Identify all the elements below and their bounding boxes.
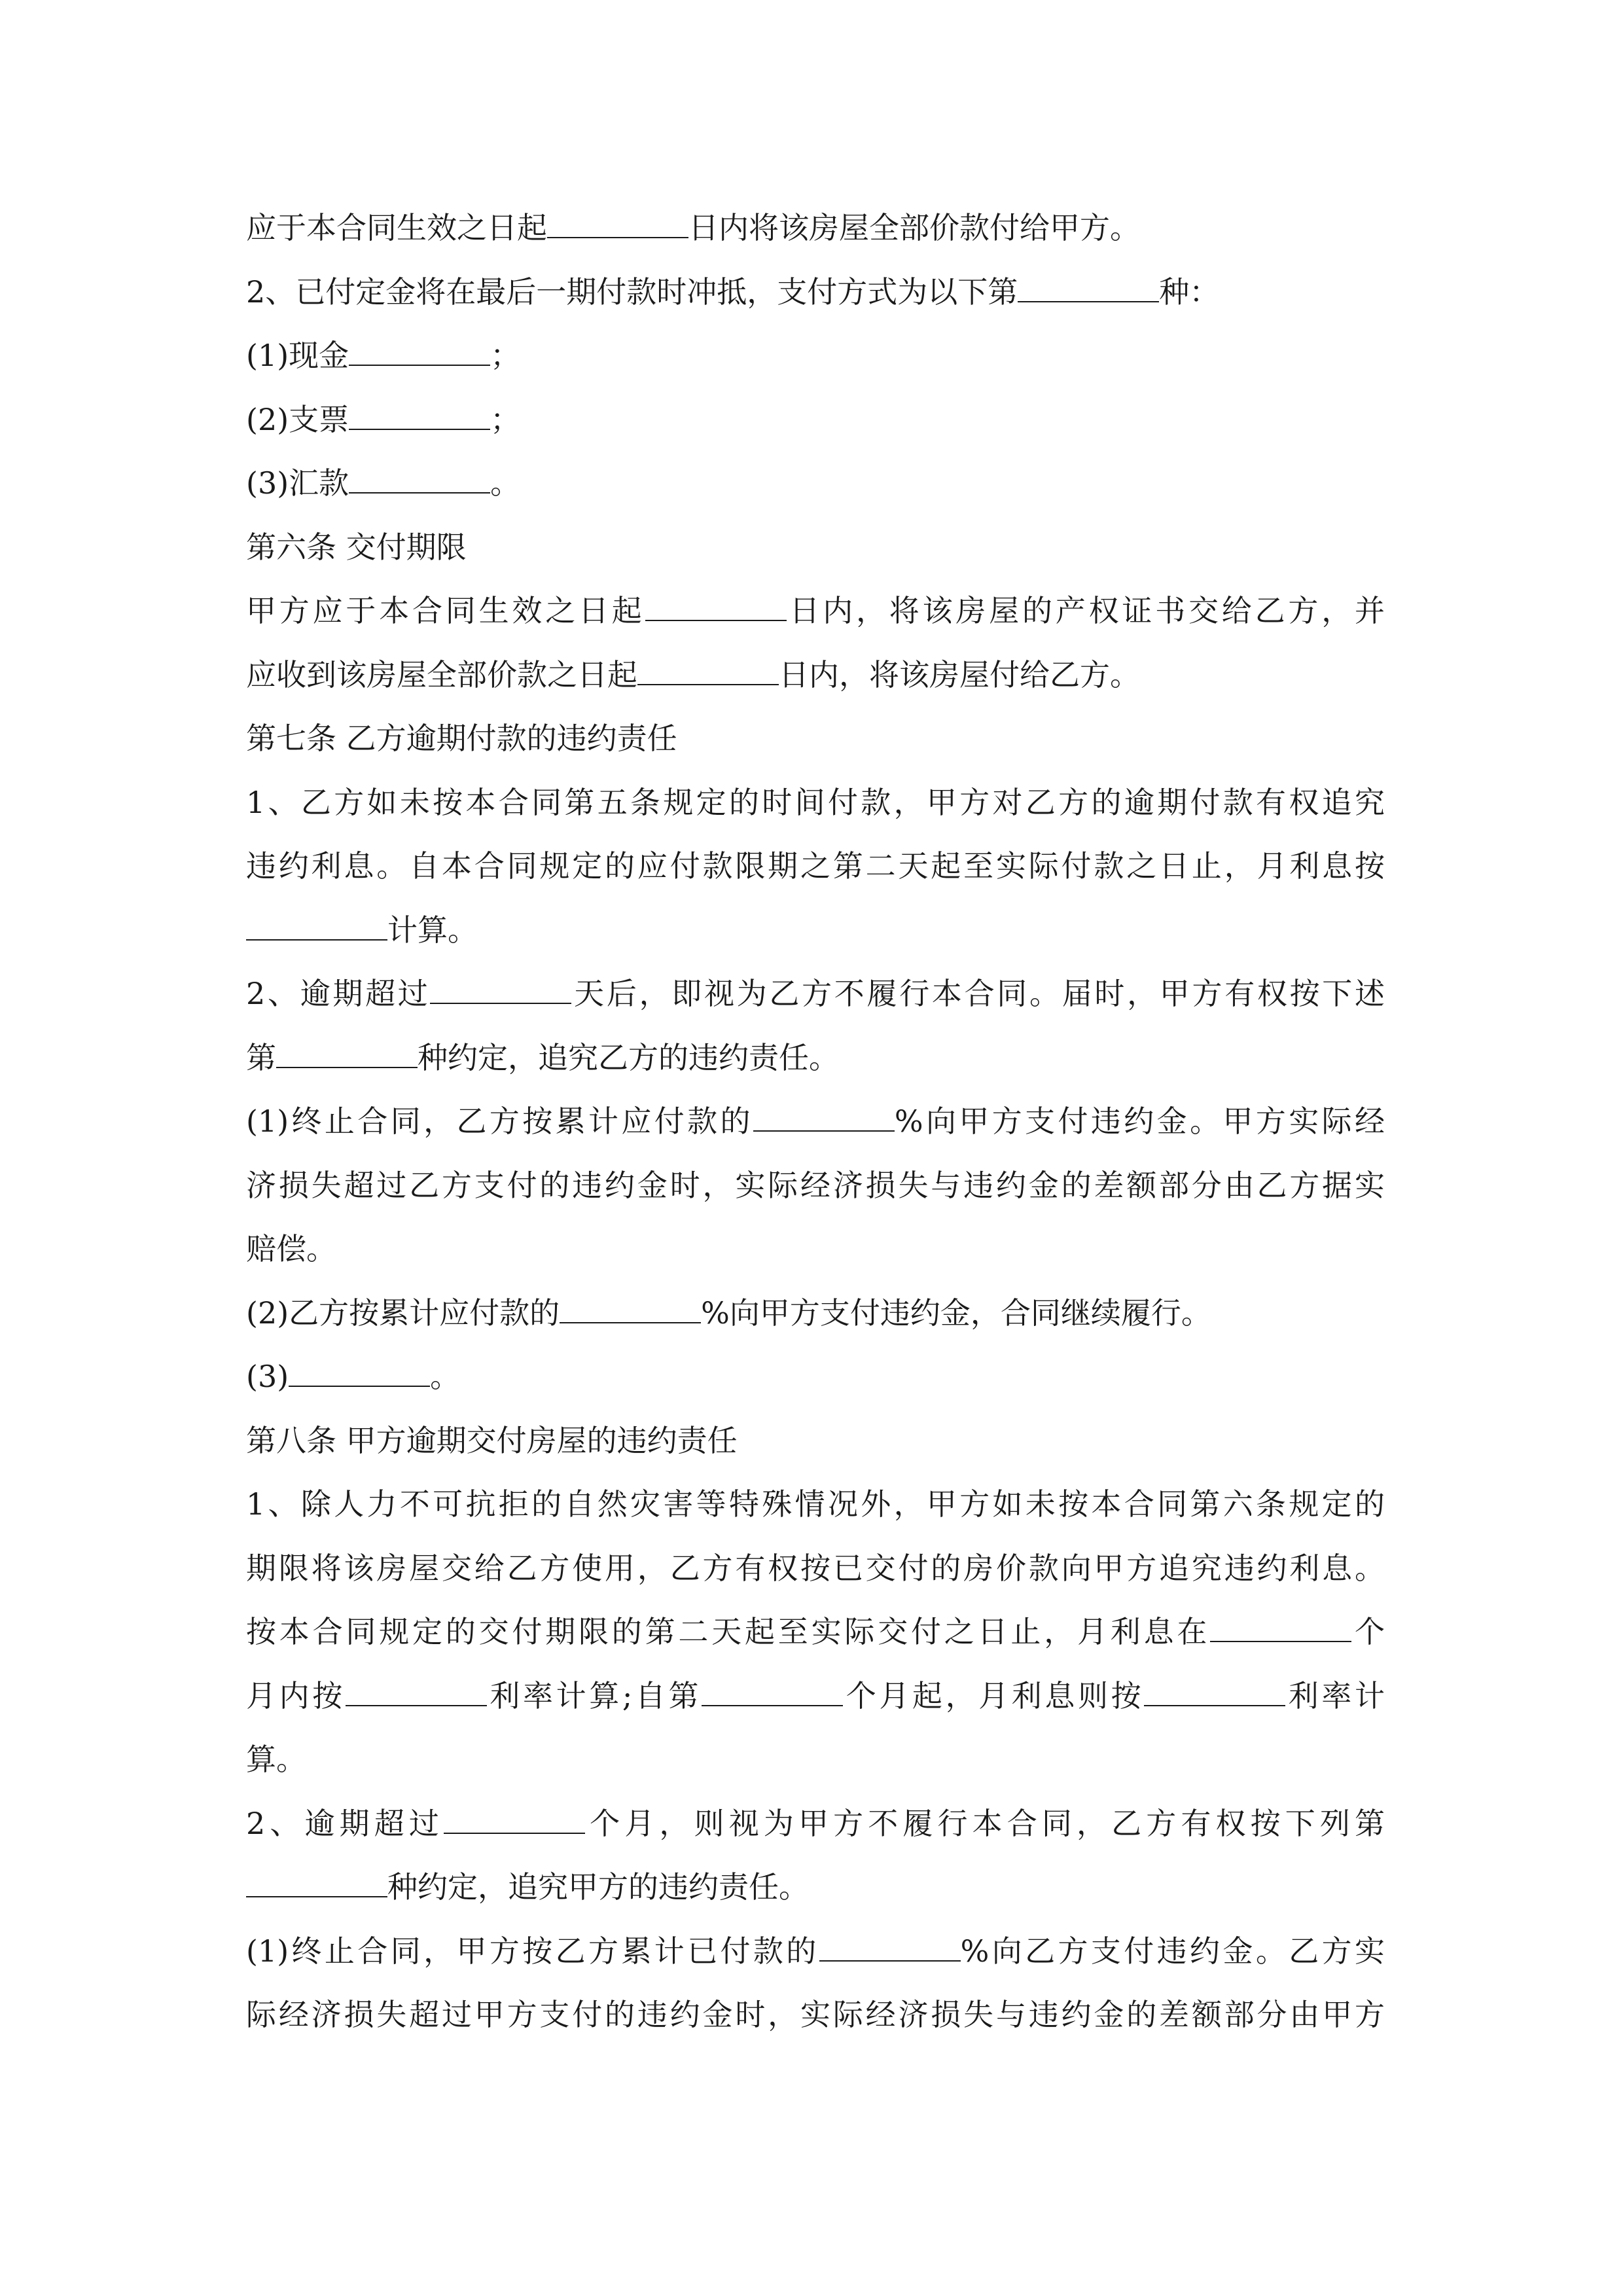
fill-in-blank[interactable] [276,1041,418,1068]
text-segment: 种约定，追究乙方的违约责任。 [418,1039,839,1075]
text-segment: %向甲方支付违约金，合同继续履行。 [701,1295,1211,1331]
text-segment: 第 [246,1039,276,1075]
fill-in-blank[interactable] [430,977,571,1004]
fill-in-blank[interactable] [819,1934,961,1962]
text-line [246,1600,1385,1664]
fill-in-blank[interactable] [560,1296,701,1323]
text-line [246,899,1385,963]
text-segment: 第七条 乙方逾期付款的违约责任 [246,721,677,756]
text-segment: ； [490,338,521,373]
text-segment: 违约利息。自本合同规定的应付款限期之第二天起至实际付款之日止，月利息按 [246,848,1385,884]
text-segment: 2、逾期超过 [246,1805,444,1841]
text-segment: 际经济损失超过甲方支付的违约金时，实际经济损失与违约金的差额部分由甲方 [246,1997,1385,2032]
text-line [246,1217,1385,1282]
fill-in-blank[interactable] [246,913,387,941]
text-line [246,771,1385,835]
text-line [246,452,1385,516]
text-line [246,1920,1385,1984]
text-segment: 甲方应于本合同生效之日起 [246,593,645,628]
text-line [246,707,1385,771]
text-line [246,1473,1385,1537]
text-segment: 月内按 [246,1677,346,1713]
text-segment: (3)汇款 [246,465,349,501]
fill-in-blank[interactable] [246,1870,387,1897]
text-segment: 日内，将该房屋付给乙方。 [779,656,1140,692]
fill-in-blank[interactable] [1210,1615,1351,1642]
fill-in-blank[interactable] [349,338,490,366]
text-line [246,1856,1385,1920]
text-segment: 济损失超过乙方支付的违约金时，实际经济损失与违约金的差额部分由乙方据实 [246,1167,1385,1203]
text-segment: (2)乙方按累计应付款的 [246,1295,560,1331]
text-line [246,388,1385,452]
text-line [246,962,1385,1026]
text-segment: 按本合同规定的交付期限的第二天起至实际交付之日止，月利息在 [246,1614,1211,1649]
text-segment: 利率计 [1285,1677,1385,1713]
fill-in-blank[interactable] [349,403,490,430]
text-line [246,1026,1385,1090]
text-line [246,1537,1385,1601]
fill-in-blank[interactable] [1144,1679,1285,1706]
text-segment: 日内将该房屋全部价款付给甲方。 [688,210,1140,245]
text-line [246,196,1385,260]
text-segment: (1)现金 [246,338,349,373]
text-line [246,1282,1385,1346]
text-segment: 第六条 交付期限 [246,529,467,565]
text-segment: 第八条 甲方逾期交付房屋的违约责任 [246,1422,738,1458]
text-line [246,1664,1385,1729]
text-segment: 利率计算;自第 [486,1677,702,1713]
text-segment: 天后，即视为乙方不履行本合同。届时，甲方有权按下述 [571,976,1385,1011]
text-segment: 算。 [246,1742,306,1777]
text-segment: 个月起，月利息则按 [843,1677,1145,1713]
fill-in-blank[interactable] [753,1104,895,1132]
text-line [246,1090,1385,1154]
text-line [246,260,1385,325]
fill-in-blank[interactable] [346,1679,487,1706]
text-line [246,1728,1385,1792]
text-segment: 日内，将该房屋的产权证书交给乙方，并 [786,593,1385,628]
text-segment: (1)终止合同，甲方按乙方累计已付款的 [246,1933,819,1969]
fill-in-blank[interactable] [637,658,779,685]
fill-in-blank[interactable] [702,1679,843,1706]
text-segment: (2)支票 [246,401,349,437]
text-segment: 。 [430,1359,461,1394]
text-line [246,1409,1385,1473]
text-segment: 1、乙方如未按本合同第五条规定的时间付款，甲方对乙方的逾期付款有权追究 [246,784,1385,820]
text-segment: 期限将该房屋交给乙方使用，乙方有权按已交付的房价款向甲方追究违约利息。 [246,1550,1385,1586]
fill-in-blank[interactable] [349,466,490,493]
text-segment: (1)终止合同，乙方按累计应付款的 [246,1103,753,1139]
text-segment: (3) [246,1359,289,1394]
fill-in-blank[interactable] [547,211,688,238]
fill-in-blank[interactable] [289,1359,430,1387]
text-segment: 种： [1159,274,1220,310]
text-line [246,1983,1385,2047]
text-segment: 应收到该房屋全部价款之日起 [246,656,637,692]
fill-in-blank[interactable] [1018,275,1159,302]
text-segment: %向甲方支付违约金。甲方实际经 [894,1103,1385,1139]
text-line [246,1154,1385,1218]
text-segment: 计算。 [387,912,478,948]
text-segment: 。 [490,465,521,501]
text-segment: 应于本合同生效之日起 [246,210,547,245]
text-segment: ； [490,401,521,437]
text-segment: 2、逾期超过 [246,976,431,1011]
fill-in-blank[interactable] [444,1806,585,1834]
text-segment: 赔偿。 [246,1231,336,1266]
text-segment: 种约定，追究甲方的违约责任。 [387,1869,809,1905]
text-line [246,643,1385,708]
text-line [246,324,1385,388]
document-page [246,196,1385,2047]
text-line [246,1345,1385,1409]
text-segment: %向乙方支付违约金。乙方实 [960,1933,1385,1969]
text-line [246,516,1385,580]
text-segment: 个 [1351,1614,1385,1649]
fill-in-blank[interactable] [645,594,787,621]
text-segment: 1、除人力不可抗拒的自然灾害等特殊情况外，甲方如未按本合同第六条规定的 [246,1486,1385,1522]
text-line [246,834,1385,899]
text-line [246,579,1385,643]
text-segment: 2、已付定金将在最后一期付款时冲抵，支付方式为以下第 [246,274,1018,310]
text-line [246,1792,1385,1856]
text-segment: 个月，则视为甲方不履行本合同，乙方有权按下列第 [585,1805,1385,1841]
